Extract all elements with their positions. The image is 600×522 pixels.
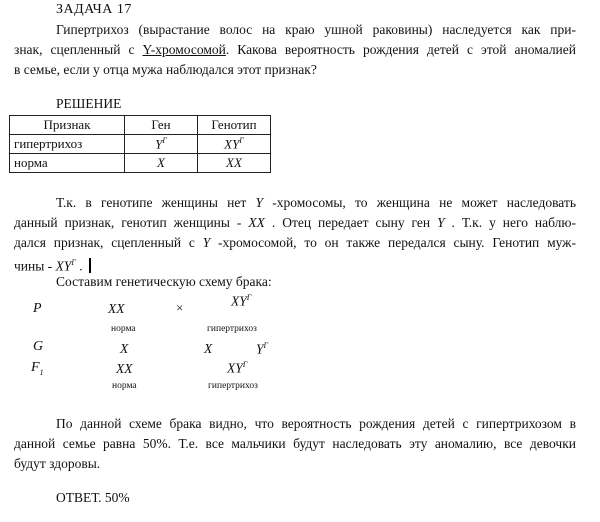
text-cursor-icon [89, 258, 91, 273]
row1-genotype: $XY^Г$ [198, 135, 271, 154]
scheme-label-g: G [33, 339, 44, 354]
scheme-p-mother-label: норма [111, 324, 136, 334]
task-text [14, 20, 576, 80]
task-line-2a: знак, сцепленный с [14, 42, 143, 57]
header-gene: Ген [125, 116, 198, 135]
scheme-f-son: $XY^Г$ [227, 360, 248, 376]
row2-gene: X [125, 154, 198, 173]
explanation-line-1: Т.к. в генотипе женщины нет Y -хромосомы, то женщина не может наследовать [56, 195, 576, 210]
row1-gene: $Y^Г$ [125, 135, 198, 154]
task-title: ЗАДАЧА 17 [56, 2, 132, 17]
scheme-g-father-x: X [204, 341, 213, 356]
row1-trait: гипертрихоз [10, 135, 125, 154]
scheme-cross: × [176, 300, 184, 315]
scheme-label-f1: $F_1$ [31, 360, 44, 377]
explanation-line-2: данный признак, генотип женщины - XX . Отец передает сыну ген Y . Т.к. у него наблю- [14, 215, 576, 230]
table-row [10, 154, 271, 173]
conclusion-text [14, 414, 576, 474]
explanation-line-4: чины - $XY^Г$ . [14, 253, 576, 273]
scheme-g-father-y: $Y^Г$ [256, 341, 269, 357]
task-line-2b: . Какова вероятность рождения детей с этой аномалией [225, 42, 576, 57]
explanation-line-3: дался признак, сцепленный с Y -хромосомой, то он также передался сыну. Генотип муж- [14, 235, 577, 250]
conclusion-line-3: будут здоровы. [14, 456, 101, 471]
y-chromosome-link: Y-хромосомой [142, 42, 226, 57]
table-row [10, 135, 271, 154]
row2-trait: норма [10, 154, 125, 173]
header-genotype: Генотип [198, 116, 271, 135]
scheme-p-father-label: гипертрихоз [207, 324, 257, 334]
genetics-table [9, 115, 271, 173]
answer: ОТВЕТ. 50% [56, 490, 130, 505]
scheme-g-mother: X [120, 341, 129, 356]
task-line-2 [14, 40, 576, 60]
conclusion-line-1: По данной схеме брака видно, что вероятность рождения детей с гипертрихозом в [56, 416, 576, 431]
scheme-p-mother: XX [108, 301, 125, 316]
table-header-row [10, 116, 271, 135]
scheme-p-father: $XY^Г$ [231, 293, 252, 309]
header-trait: Признак [10, 116, 125, 135]
task-line-3: в семье, если у отца мужа наблюдался этот признак? [14, 62, 317, 77]
row2-genotype: XX [198, 154, 271, 173]
conclusion-line-2: данной семье равна 50%. Т.е. все мальчики будут наследовать эту аномалию, все девочки [14, 436, 576, 451]
scheme-intro: Составим генетическую схему брака: [56, 274, 272, 289]
task-line-1: Гипертрихоз (вырастание волос на краю ушной раковины) наследуется как при- [56, 22, 576, 37]
scheme-f-son-label: гипертрихоз [208, 381, 258, 391]
scheme-label-p: P [33, 301, 42, 316]
scheme-f-daughter: XX [116, 361, 133, 376]
scheme-f-daughter-label: норма [112, 381, 137, 391]
solution-heading: РЕШЕНИЕ [56, 96, 122, 111]
explanation-text [14, 193, 576, 273]
